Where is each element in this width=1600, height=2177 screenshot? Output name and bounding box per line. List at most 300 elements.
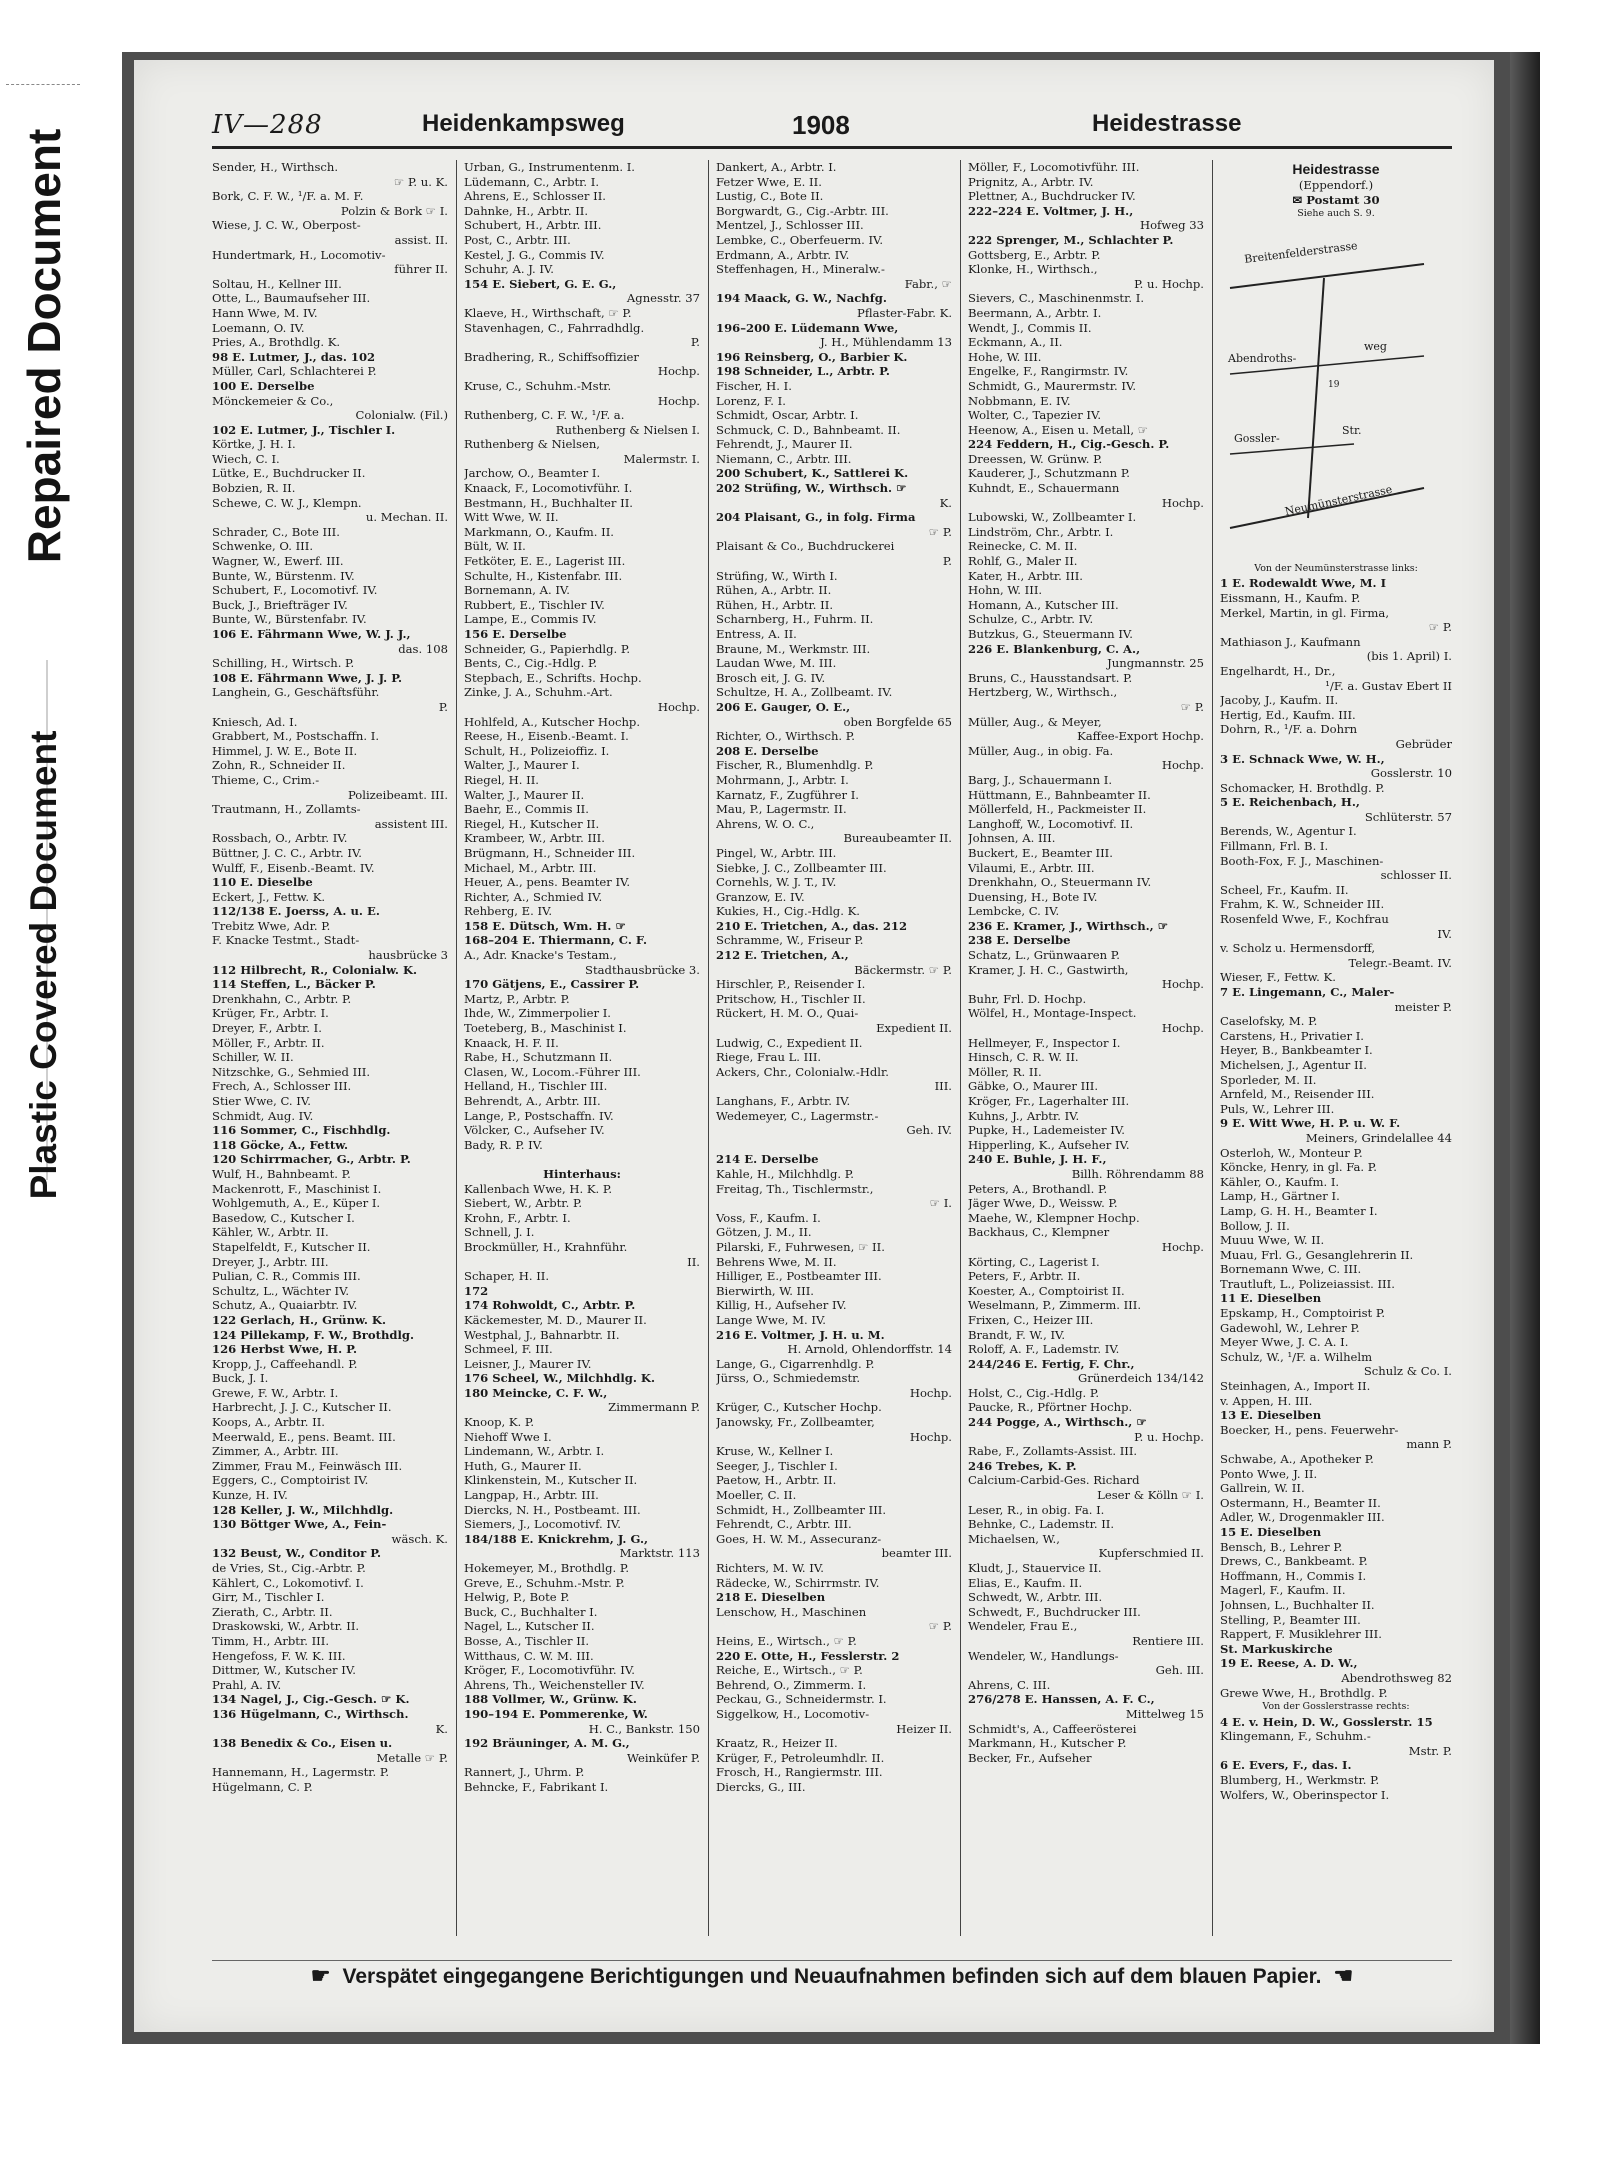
house-number-entry: 170 Gätjens, E., Cassirer P. <box>464 977 640 992</box>
map-side-number: 19 <box>1328 379 1340 390</box>
directory-entry: Pulian, C. R., Commis III. <box>212 1269 361 1284</box>
directory-entry: Wendeler, Frau E., <box>968 1619 1078 1634</box>
directory-entry: Hochp. <box>909 1385 952 1400</box>
directory-entry: ☞ I. <box>929 1196 952 1211</box>
directory-entry: Bork, C. F. W., ¹/F. a. M. F. <box>212 189 364 204</box>
directory-entry: Puls, W., Lehrer III. <box>1220 1101 1335 1116</box>
directory-entry: Helland, H., Tischler III. <box>464 1079 608 1094</box>
directory-entry: Grünerdeich 134/142 <box>1078 1371 1204 1386</box>
directory-entry: Peters, F., Arbtr. II. <box>968 1269 1081 1284</box>
directory-entry: Schwedt, W., Arbtr. III. <box>968 1590 1103 1605</box>
map-street-bottom: Neumünsterstrasse <box>1283 482 1394 519</box>
map-street-middle-right: Str. <box>1342 423 1362 437</box>
directory-entry: Geh. IV. <box>906 1123 952 1138</box>
directory-entry: Schiller, W. II. <box>212 1050 294 1065</box>
directory-entry: Schilling, H., Wirtsch. P. <box>212 656 355 671</box>
directory-entry: ☞ P. u. K. <box>393 174 448 189</box>
directory-entry: Reese, H., Eisenb.-Beamt. I. <box>464 729 629 744</box>
house-number-entry: 194 Maack, G. W., Nachfg. <box>716 291 887 306</box>
map-street-upper-left: Abendroths- <box>1228 351 1297 365</box>
directory-entry: Heyer, B., Bankbeamter I. <box>1220 1043 1373 1058</box>
house-number-entry: 174 Rohwoldt, C., Arbtr. P. <box>464 1298 636 1313</box>
directory-entry: Fischer, H. I. <box>716 378 792 393</box>
house-number-entry: 158 E. Dütsch, Wm. H. ☞ <box>464 918 626 933</box>
directory-entry: Kupferschmied II. <box>1098 1546 1204 1561</box>
directory-entry: Rentiere III. <box>1132 1633 1204 1648</box>
directory-entry: Borgwardt, G., Cig.-Arbtr. III. <box>716 203 889 218</box>
directory-entry: Schlüterstr. 57 <box>1364 809 1452 824</box>
directory-entry: Witthaus, C. W. M. III. <box>464 1648 594 1663</box>
house-number-entry: 276/278 E. Hanssen, A. F. C., <box>968 1692 1155 1707</box>
house-number-entry: 210 E. Trietchen, A., das. 212 <box>716 918 908 933</box>
directory-entry: P. u. Hochp. <box>1134 276 1204 291</box>
directory-entry: Jungmannstr. 25 <box>1107 656 1204 671</box>
directory-entry: Thieme, C., Crim.- <box>212 772 320 787</box>
top-left-dashed-rule <box>6 84 80 85</box>
directory-entry: Bady, R. P. IV. <box>464 1137 543 1152</box>
directory-entry: Langhoff, W., Locomotivf. II. <box>968 816 1134 831</box>
directory-entry: Roloff, A. F., Lademstr. IV. <box>968 1342 1120 1357</box>
directory-entry: Rabe, H., Schutzmann II. <box>464 1050 613 1065</box>
directory-entry: Paucke, R., Pförtner Hochp. <box>968 1400 1133 1415</box>
directory-entry: Polizeibeamt. III. <box>347 787 448 802</box>
directory-entry: Kählert, C., Lokomotivf. I. <box>212 1575 364 1590</box>
directory-entry: Zohn, R., Schneider II. <box>212 758 346 773</box>
house-number-entry: 238 E. Derselbe <box>968 933 1071 948</box>
directory-entry: ☞ P. <box>1428 620 1452 635</box>
directory-entry: Carstens, H., Privatier I. <box>1220 1028 1364 1043</box>
house-number-entry: 214 E. Derselbe <box>716 1152 819 1167</box>
house-number-entry: 98 E. Lutmer, J., das. 102 <box>212 349 376 364</box>
house-number-entry: 110 E. Dieselbe <box>212 875 313 890</box>
directory-entry: Buhr, Frl. D. Hochp. <box>968 991 1087 1006</box>
directory-entry: Möller, R. II. <box>968 1064 1042 1079</box>
directory-entry: Brockmüller, H., Krahnführ. <box>464 1239 628 1254</box>
directory-entry: Seeger, J., Tischler I. <box>716 1458 838 1473</box>
directory-entry: (Eppendorf.) <box>1298 178 1374 192</box>
directory-entry: Kuhndt, E., Schauermann <box>968 481 1120 496</box>
directory-entry: u. Mechan. II. <box>365 510 448 525</box>
directory-entry: wäsch. K. <box>391 1531 448 1546</box>
directory-entry: Backhaus, C., Klempner <box>968 1225 1110 1240</box>
directory-entry: Markmann, H., Kutscher P. <box>968 1736 1127 1751</box>
house-number-entry: 204 Plaisant, G., in folg. Firma <box>716 510 916 525</box>
directory-entry: Bradhering, R., Schiffsoffizier <box>464 349 639 364</box>
directory-entry: Stadthausbrücke 3. <box>585 962 700 977</box>
directory-entry: Michelsen, J., Agentur II. <box>1220 1057 1367 1072</box>
directory-entry: Stepbach, E., Schrifts. Hochp. <box>464 670 642 685</box>
directory-entry: Bobzien, R. II. <box>212 481 296 496</box>
directory-entry: assistent III. <box>374 816 448 831</box>
page-header <box>212 110 1452 149</box>
directory-entry: Colonialw. (Fil.) <box>355 408 448 423</box>
house-number-entry: 188 Vollmer, W., Grünw. K. <box>464 1692 637 1707</box>
directory-entry: Behrendt, A., Arbtr. III. <box>464 1094 601 1108</box>
directory-entry: Adler, W., Drogenmakler III. <box>1220 1510 1385 1525</box>
house-number-entry: 128 Keller, J. W., Milchhdlg. <box>212 1502 394 1517</box>
directory-entry: Stavenhagen, C., Fahrradhdlg. <box>464 320 645 335</box>
directory-entry: Bensch, B., Lehrer P. <box>1220 1539 1343 1554</box>
directory-entry: Brügmann, H., Schneider III. <box>464 845 636 860</box>
directory-entry: Schewe, C. W. J., Klempn. <box>212 495 362 510</box>
directory-entry: Lustig, C., Bote II. <box>716 189 824 204</box>
directory-entry: Draskowski, W., Arbtr. II. <box>212 1619 360 1634</box>
directory-entry: Buck, C., Buchhalter I. <box>464 1604 598 1619</box>
directory-entry: Ihde, W., Zimmerpolier I. <box>464 1006 611 1021</box>
directory-entry: Müller, Aug., & Meyer, <box>968 714 1102 729</box>
directory-entry: Wulf, H., Bahnbeamt. P. <box>212 1166 351 1181</box>
directory-entry: Hochp. <box>909 1429 952 1444</box>
year-title: 1908 <box>792 110 850 140</box>
directory-entry: Michael, M., Arbtr. III. <box>464 860 597 875</box>
directory-entry: Knaack, F., Locomotivführ. I. <box>464 481 633 496</box>
directory-entry: Hundertmark, H., Locomotiv- <box>212 247 386 262</box>
directory-entry: Arnfeld, M., Reisender III. <box>1220 1087 1375 1102</box>
directory-entry: Rabe, F., Zollamts-Assist. III. <box>968 1444 1138 1459</box>
directory-entry: Ludwig, C., Expedient II. <box>716 1035 863 1050</box>
directory-entry: Eissmann, H., Kaufm. P. <box>1220 590 1361 605</box>
column-divider <box>960 160 961 1936</box>
directory-entry: Hilliger, E., Postbeamter III. <box>716 1269 882 1284</box>
directory-entry: Schulz, W., ¹/F. a. Wilhelm <box>1220 1349 1373 1364</box>
directory-entry: Gosslerstr. 10 <box>1370 766 1452 781</box>
directory-entry: Abendrothsweg 82 <box>1341 1670 1452 1685</box>
directory-entry: Siebert, W., Arbtr. P. <box>464 1196 583 1211</box>
directory-entry: Schrader, C., Bote III. <box>212 524 340 539</box>
directory-entry: Kaffee-Export Hochp. <box>1077 729 1204 744</box>
directory-entry: Buck, J. I. <box>212 1371 269 1386</box>
directory-entry: Cornehls, W. J. T., IV. <box>716 875 837 890</box>
directory-entry: Schmidt, Aug. IV. <box>212 1108 314 1123</box>
directory-entry: Hochp. <box>1161 1021 1204 1036</box>
directory-entry: Bestmann, H., Buchhalter II. <box>464 495 633 510</box>
directory-entry: Kukies, H., Cig.-Hdlg. K. <box>716 904 860 919</box>
directory-entry: Klingemann, F., Schuhm.- <box>1220 1729 1371 1744</box>
directory-entry: Rossbach, O., Arbtr. IV. <box>212 831 348 846</box>
directory-entry: Hochp. <box>1161 495 1204 510</box>
directory-entry: Kramer, J. H. C., Gastwirth, <box>968 962 1129 977</box>
directory-entry: Bunte, W., Bürstenm. IV. <box>212 568 355 583</box>
directory-entry: Klonke, H., Wirthsch., <box>968 262 1098 277</box>
directory-entry: Käckemester, M. D., Maurer II. <box>464 1312 647 1327</box>
house-number-entry: 180 Meincke, C. F. W., <box>464 1385 608 1400</box>
directory-entry: Harbrecht, J. J. C., Kutscher II. <box>212 1400 392 1415</box>
directory-entry: Paetow, H., Arbtr. II. <box>716 1473 837 1488</box>
directory-entry: Langpap, H., Arbtr. III. <box>464 1488 599 1503</box>
directory-entry: Koester, A., Comptoirist II. <box>968 1283 1125 1298</box>
directory-entry: Körtke, J. H. I. <box>212 437 296 452</box>
directory-entry: Trebitz Wwe, Adr. P. <box>212 918 331 933</box>
pointing-hand-right-icon: ☚ <box>1333 1963 1354 1988</box>
directory-entry: Leser & Kölln ☞ I. <box>1097 1488 1204 1503</box>
directory-entry: Zinke, J. A., Schuhm.-Art. <box>464 685 613 700</box>
directory-entry: Hohe, W. III. <box>968 349 1042 364</box>
directory-entry: Rädecke, W., Schirrmstr. IV. <box>716 1575 880 1590</box>
directory-entry: Hinterhaus: <box>543 1166 621 1181</box>
directory-entry: Hertig, Ed., Kaufm. III. <box>1220 707 1356 722</box>
directory-entry: Schulze, C., Arbtr. IV. <box>968 612 1094 627</box>
directory-entry: Behnke, C., Lademstr. II. <box>968 1517 1115 1532</box>
directory-entry: Schomacker, H. Brothdlg. P. <box>1220 780 1385 795</box>
directory-entry: Brandt, F. W., IV. <box>968 1327 1066 1342</box>
directory-entry: Gäbke, O., Maurer III. <box>968 1079 1099 1094</box>
street-heading: Heidestrasse <box>1292 161 1380 177</box>
directory-entry: Behncke, F., Fabrikant I. <box>464 1779 609 1794</box>
directory-entry: Behrens Wwe, M. II. <box>716 1254 837 1269</box>
directory-entry: Möller, F., Arbtr. II. <box>212 1035 325 1050</box>
directory-entry: Gottsberg, E., Arbtr. P. <box>968 247 1101 262</box>
directory-entry: Huth, G., Maurer II. <box>464 1458 582 1473</box>
directory-entry: Hipperling, K., Aufseher IV. <box>968 1137 1130 1152</box>
house-number-entry: 192 Bräuninger, A. M. G., <box>464 1736 630 1751</box>
directory-entry: Ahrens, Th., Weichensteller IV. <box>464 1677 645 1692</box>
house-number-entry: 218 E. Dieselben <box>716 1590 826 1605</box>
directory-entry: Leisner, J., Maurer IV. <box>464 1356 592 1371</box>
directory-entry: Pries, A., Brothdlg. K. <box>212 335 341 350</box>
directory-entry: Wohlgemuth, A., E., Küper I. <box>212 1196 381 1211</box>
directory-entry: Epskamp, H., Comptoirist P. <box>1220 1306 1386 1321</box>
directory-entry: Wedemeyer, C., Lagermstr.- <box>716 1108 879 1123</box>
directory-entry: Jacoby, J., Kaufm. II. <box>1220 693 1339 708</box>
directory-entry: Pilarski, F., Fuhrwesen, ☞ II. <box>716 1239 885 1254</box>
directory-entry: Timm, H., Arbtr. III. <box>212 1633 330 1648</box>
directory-entry: Schmidt, H., Zollbeamter III. <box>716 1502 887 1517</box>
directory-entry: Wölfel, H., Montage-Inspect. <box>968 1006 1137 1021</box>
directory-entry: Clasen, W., Locom.-Führer III. <box>464 1064 641 1079</box>
plastic-covered-document-label: Plastic Covered Document <box>23 730 64 1200</box>
directory-entry: Wulff, F., Eisenb.-Beamt. IV. <box>212 860 375 875</box>
directory-entry: Himmel, J. W. E., Bote II. <box>212 743 358 758</box>
directory-entry: Karnatz, F., Zugführer I. <box>716 787 859 802</box>
directory-entry <box>716 1138 952 1153</box>
directory-entry: schlosser II. <box>1380 868 1452 883</box>
directory-entry: hausbrücke 3 <box>368 948 448 963</box>
repaired-document-label: Repaired Document <box>18 128 70 564</box>
directory-entry: de Vries, St., Cig.-Arbtr. P. <box>212 1561 366 1575</box>
directory-entry: Jarchow, O., Beamter I. <box>464 466 601 481</box>
directory-entry: Möllerfeld, H., Packmeister II. <box>968 802 1147 817</box>
directory-column-4 <box>968 160 1204 1936</box>
directory-entry: Klaeve, H., Wirthschaft, ☞ P. <box>464 305 632 320</box>
house-number-entry: 196 Reinsberg, O., Barbier K. <box>716 349 908 364</box>
directory-entry: Dittmer, W., Kutscher IV. <box>212 1663 356 1678</box>
directory-entry: ☞ P. <box>1180 699 1204 714</box>
directory-entry: Heuer, A., pens. Beamter IV. <box>464 875 631 890</box>
house-number-entry: 206 E. Gauger, O. E., <box>716 699 851 714</box>
house-number-entry: 108 E. Fährmann Wwe, J. J. P. <box>212 670 403 685</box>
directory-entry: Fabr., ☞ <box>904 276 952 291</box>
directory-entry: Hohn, W. III. <box>968 583 1043 598</box>
directory-entry: Köncke, Henry, in gl. Fa. P. <box>1220 1160 1377 1175</box>
map-street-top: Breitenfelderstrasse <box>1243 238 1359 266</box>
directory-entry: Becker, Fr., Aufseher <box>968 1750 1092 1765</box>
directory-entry: Grewe Wwe, H., Brothdlg. P. <box>1220 1685 1388 1700</box>
house-number-entry: 118 Göcke, A., Fettw. <box>212 1137 349 1152</box>
directory-entry: Scheel, Fr., Kaufm. II. <box>1220 882 1349 897</box>
directory-entry: Heenow, A., Eisen u. Metall, ☞ <box>968 422 1149 437</box>
directory-entry <box>464 1152 700 1167</box>
house-number-entry: 122 Gerlach, H., Grünw. K. <box>212 1312 387 1327</box>
directory-entry: Wendt, J., Commis II. <box>968 320 1092 335</box>
directory-entry: Mittelweg 15 <box>1125 1706 1204 1721</box>
house-number-entry: 126 Herbst Wwe, H. P. <box>212 1342 358 1357</box>
directory-entry: Freitag, Th., Tischlermstr., <box>716 1181 874 1196</box>
directory-entry: Sender, H., Wirthsch. <box>212 160 339 174</box>
directory-entry: Dreyer, F., Arbtr. I. <box>212 1021 322 1036</box>
directory-entry: Elias, E., Kaufm. II. <box>968 1575 1083 1590</box>
directory-entry: Dreyer, J., Arbtr. III. <box>212 1254 329 1269</box>
directory-entry: Kruse, C., Schuhm.-Mstr. <box>464 378 612 393</box>
directory-entry: Möller, F., Locomotivführ. III. <box>968 160 1140 174</box>
house-number-entry: 190–194 E. Pommerenke, W. <box>464 1706 648 1721</box>
directory-entry: Ackers, Chr., Colonialw.-Hdlr. <box>716 1064 889 1079</box>
directory-entry: Kröger, Fr., Lagerhalter III. <box>968 1094 1130 1108</box>
directory-entry: Johnsen, A. III. <box>968 831 1056 846</box>
directory-entry: Ruthenberg & Nielsen I. <box>555 422 700 437</box>
directory-entry: assist. II. <box>394 232 448 247</box>
directory-entry: Schult, H., Polizeioffiz. I. <box>464 743 610 758</box>
directory-entry: Eckmann, A., II. <box>968 335 1063 350</box>
map-street-middle-left: Gossler- <box>1234 431 1280 445</box>
house-number-entry: 13 E. Dieselben <box>1220 1408 1322 1423</box>
directory-entry: Lüdemann, C., Arbtr. I. <box>464 174 600 189</box>
house-number-entry: 134 Nagel, J., Cig.-Gesch. ☞ K. <box>212 1692 410 1707</box>
directory-entry: Weselmann, P., Zimmerm. III. <box>968 1298 1142 1313</box>
directory-entry: Bosse, A., Tischler II. <box>464 1633 590 1648</box>
directory-entry: Drenkhahn, O., Steuermann IV. <box>968 875 1152 890</box>
directory-entry: H. C., Bankstr. 150 <box>588 1721 700 1736</box>
directory-entry: Schuhr, A. J. IV. <box>464 262 554 277</box>
directory-entry: Mathiason J., Kaufmann <box>1220 634 1361 649</box>
directory-entry: Erdmann, A., Arbtr. IV. <box>716 247 850 262</box>
directory-entry: St. Markuskirche <box>1220 1641 1333 1656</box>
directory-entry: beamter III. <box>881 1546 952 1561</box>
directory-entry: Krambeer, W., Arbtr. III. <box>464 831 605 846</box>
directory-entry: Hügelmann, C. P. <box>212 1779 313 1794</box>
house-number-entry: 246 Trebes, K. P. <box>968 1458 1077 1473</box>
directory-entry: ✉ Postamt 30 <box>1292 192 1380 207</box>
directory-entry: Post, C., Arbtr. III. <box>464 232 571 247</box>
directory-entry: Mau, P., Lagermstr. II. <box>716 802 847 817</box>
directory-entry: Frosch, H., Rangiermstr. III. <box>716 1765 883 1780</box>
directory-entry: Leser, R., in obig. Fa. I. <box>968 1502 1105 1517</box>
directory-entry: Markmann, O., Kaufm. II. <box>464 524 614 539</box>
directory-entry: Niemann, C., Arbtr. III. <box>716 451 852 466</box>
directory-entry: Müller, Aug., in obig. Fa. <box>968 743 1114 758</box>
directory-entry: Braune, M., Werkmstr. III. <box>716 641 871 656</box>
directory-entry: Boecker, H., pens. Feuerwehr- <box>1220 1422 1399 1437</box>
directory-entry: Richters, M. W. IV. <box>716 1561 824 1575</box>
directory-entry: Kropp, J., Caffeehandl. P. <box>212 1356 358 1371</box>
directory-entry: Toeteberg, B., Maschinist I. <box>464 1021 627 1036</box>
directory-entry: Martz, P., Arbtr. P. <box>464 991 570 1006</box>
directory-entry: Duensing, H., Bote IV. <box>968 889 1098 904</box>
directory-entry: Rehberg, E. IV. <box>464 904 553 919</box>
directory-entry: F. Knacke Testmt., Stadt- <box>212 933 360 948</box>
directory-entry: Steinhagen, A., Import II. <box>1220 1379 1371 1394</box>
directory-entry: Ahrens, E., Schlosser II. <box>464 189 606 204</box>
directory-entry: Rückert, H. M. O., Quai- <box>716 1006 859 1021</box>
directory-entry: Richter, A., Schmied IV. <box>464 889 603 904</box>
directory-entry: Kallenbach Wwe, H. K. P. <box>464 1181 613 1196</box>
directory-entry: Hochp. <box>657 364 700 379</box>
directory-entry: Rühen, H., Arbtr. II. <box>716 597 834 612</box>
house-number-entry: 114 Steffen, L., Bäcker P. <box>212 977 376 992</box>
house-number-entry: 200 Schubert, K., Sattlerei K. <box>716 466 909 481</box>
directory-entry: Marktstr. 113 <box>619 1546 700 1561</box>
directory-entry: Peckau, G., Schneidermstr. I. <box>716 1692 887 1707</box>
directory-entry: Schaper, H. II. <box>464 1269 550 1284</box>
directory-entry: Kniesch, Ad. I. <box>212 714 298 729</box>
directory-entry: Fischer, R., Blumenhdlg. P. <box>716 758 874 773</box>
directory-entry: Krüger, C., Kutscher Hochp. <box>716 1400 882 1415</box>
directory-entry: Lütke, E., Buchdrucker II. <box>212 466 366 481</box>
house-number-entry: 208 E. Derselbe <box>716 743 819 758</box>
directory-entry: Frixen, C., Heizer III. <box>968 1312 1094 1327</box>
directory-entry: Krüger, Fr., Arbtr. I. <box>212 1006 329 1021</box>
directory-entry: Gadewohl, W., Lehrer P. <box>1220 1320 1360 1335</box>
directory-entry: Polzin & Bork ☞ I. <box>340 203 448 218</box>
directory-entry: A., Adr. Knacke's Testam., <box>464 948 617 963</box>
house-number-entry: 244/246 E. Fertig, F. Chr., <box>968 1356 1135 1371</box>
directory-entry: Gallrein, W. II. <box>1220 1481 1305 1496</box>
directory-entry: Kähler, O., Kaufm. I. <box>1220 1174 1340 1189</box>
directory-entry: Nitzschke, G., Sehmied III. <box>212 1064 371 1079</box>
directory-entry: Fetköter, E. E., Lagerist III. <box>464 554 626 569</box>
directory-entry: Butzkus, G., Steuermann IV. <box>968 627 1133 641</box>
directory-entry: Plaisant & Co., Buchdruckerei <box>716 539 895 554</box>
directory-entry: Dahnke, H., Arbtr. II. <box>464 203 589 218</box>
house-number-entry: 9 E. Witt Wwe, H. P. u. W. F. <box>1220 1116 1401 1131</box>
directory-entry: Hertzberg, W., Wirthsch., <box>968 685 1118 700</box>
directory-entry: Schubert, F., Locomotivf. IV. <box>212 583 378 598</box>
directory-entry: Bäckermstr. ☞ P. <box>854 962 952 977</box>
directory-entry: Frahm, K. W., Schneider III. <box>1220 897 1385 912</box>
scanned-page-frame <box>122 52 1540 2044</box>
directory-entry: Goes, H. W. M., Assecuranz- <box>716 1531 882 1546</box>
directory-entry: Mentzel, J., Schlosser III. <box>716 218 864 233</box>
directory-entry: Wieser, F., Fettw. K. <box>1220 970 1336 985</box>
directory-entry: Lampe, E., Commis IV. <box>464 612 597 627</box>
directory-entry: Schramme, W., Friseur P. <box>716 933 864 948</box>
directory-entry: Bruns, C., Hausstandsart. P. <box>968 670 1133 685</box>
directory-entry: Reinecke, C. M. II. <box>968 539 1078 554</box>
directory-entry: Bureaubeamter II. <box>843 831 952 846</box>
directory-entry: Wiech, C. I. <box>212 451 280 466</box>
directory-entry: v. Appen, H. III. <box>1220 1393 1313 1408</box>
directory-entry: Muuu Wwe, W. II. <box>1220 1233 1325 1248</box>
directory-entry: Kuhns, J., Arbtr. IV. <box>968 1108 1080 1123</box>
directory-entry: führer II. <box>394 262 448 277</box>
directory-entry: Stelling, P., Beamter III. <box>1220 1612 1361 1627</box>
directory-entry: Kauderer, J., Schutzmann P. <box>968 466 1130 481</box>
directory-entry: Frech, A., Schlosser III. <box>212 1079 352 1094</box>
directory-entry: Stapelfeldt, F., Kutscher II. <box>212 1239 371 1254</box>
directory-entry: J. H., Mühlendamm 13 <box>820 335 952 350</box>
directory-entry: Wiese, J. C. W., Oberpost- <box>212 218 361 233</box>
house-number-entry: 224 Feddern, H., Cig.-Gesch. P. <box>968 437 1170 452</box>
directory-entry: Sporleder, M. II. <box>1220 1072 1317 1087</box>
directory-entry: Wagner, W., Ewerf. III. <box>212 554 344 569</box>
directory-entry: K. <box>939 495 952 510</box>
directory-entry: Mönckemeier & Co., <box>212 393 334 408</box>
directory-entry: Billh. Röhrendamm 88 <box>1071 1166 1204 1181</box>
directory-entry: Basedow, C., Kutscher I. <box>212 1210 355 1225</box>
directory-entry: das. 108 <box>398 641 448 656</box>
directory-entry: Rubbert, E., Tischler IV. <box>464 597 605 612</box>
directory-entry: Grewe, F. W., Arbtr. I. <box>212 1385 339 1400</box>
column-divider <box>1212 160 1213 1936</box>
